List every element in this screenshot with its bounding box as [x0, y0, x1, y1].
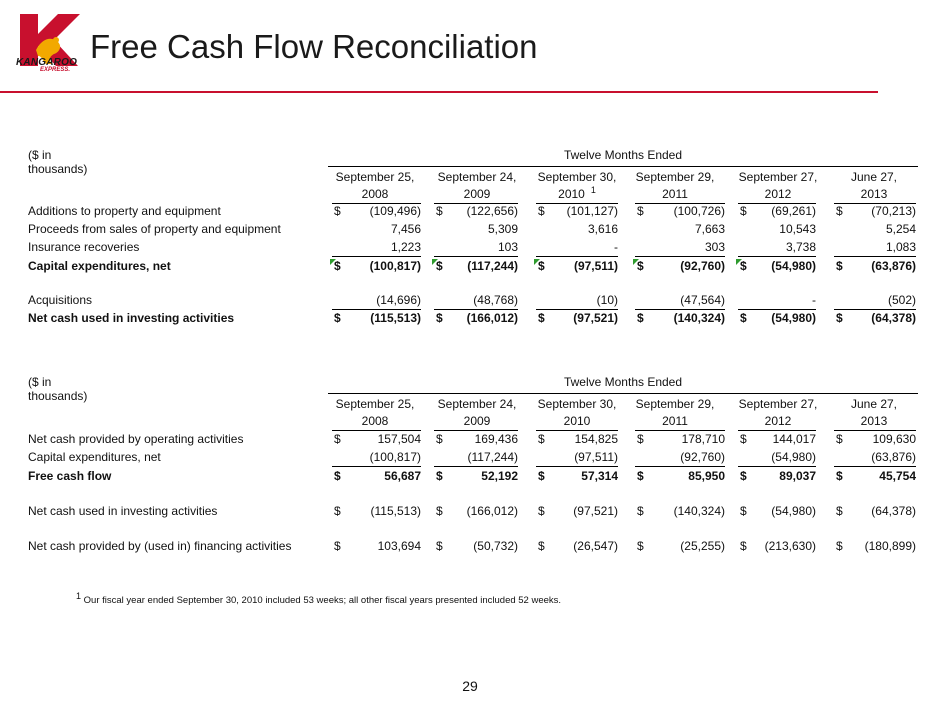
- currency-symbol: $: [740, 204, 747, 218]
- value-cell: [834, 448, 916, 466]
- currency-symbol: $: [740, 539, 747, 553]
- value-cell: [536, 537, 618, 555]
- value-cell: [434, 430, 518, 448]
- value-cell: [434, 220, 518, 238]
- column-header-date: September 25,: [335, 397, 415, 411]
- cell-value: (97,511): [573, 259, 618, 273]
- currency-symbol: $: [836, 432, 843, 446]
- table-row: [28, 502, 918, 520]
- value-cell: [738, 220, 816, 238]
- column-header-year-text: 2013: [860, 414, 888, 428]
- cell-value: (54,980): [771, 259, 816, 273]
- logo-wordmark-sub: EXPRESS.: [40, 67, 71, 73]
- currency-symbol: $: [538, 259, 545, 273]
- row-label: Net cash used in investing activities: [28, 504, 218, 518]
- column-header-date: September 24,: [437, 170, 517, 184]
- cell-value: 7,663: [694, 222, 725, 236]
- value-cell: [332, 537, 421, 555]
- logo-wordmark: KANGAROO: [16, 57, 78, 68]
- column-header-year-text: 2013: [860, 187, 888, 201]
- cell-value: (50,732): [473, 539, 518, 553]
- currency-symbol: $: [334, 259, 341, 273]
- cell-value: (26,547): [573, 539, 618, 553]
- currency-symbol: $: [740, 259, 747, 273]
- currency-symbol: $: [334, 504, 341, 518]
- cell-value: (97,521): [573, 504, 618, 518]
- cell-value: (100,726): [673, 204, 725, 218]
- value-cell: [635, 537, 725, 555]
- cell-value: 85,950: [688, 469, 725, 483]
- row-label: Net cash used in investing activities: [28, 311, 235, 325]
- row-label: Net cash provided by operating activities: [28, 432, 244, 446]
- currency-symbol: $: [334, 539, 341, 553]
- value-cell: [434, 309, 518, 327]
- cell-value: 56,687: [384, 469, 421, 483]
- cell-value: 109,630: [872, 432, 916, 446]
- cell-value: (69,261): [771, 204, 816, 218]
- row-label: Capital expenditures, net: [28, 450, 161, 464]
- currency-symbol: $: [334, 204, 341, 218]
- column-header-year-text: 2008: [361, 187, 389, 201]
- cell-value: (97,511): [574, 450, 618, 464]
- currency-symbol: $: [436, 469, 443, 483]
- value-cell: [834, 502, 916, 520]
- cell-value: -: [812, 293, 816, 307]
- value-cell: [738, 309, 816, 327]
- value-cell: [434, 448, 518, 466]
- cell-value: 303: [704, 240, 725, 254]
- cell-value: 3,616: [587, 222, 618, 236]
- column-header-date: September 29,: [635, 170, 715, 184]
- title-divider: [0, 91, 878, 93]
- row-label: Free cash flow: [28, 469, 112, 483]
- table-row: [28, 467, 918, 485]
- value-cell: [635, 220, 725, 238]
- currency-symbol: $: [637, 259, 644, 273]
- cell-value: 1,223: [390, 240, 421, 254]
- value-cell: [434, 238, 518, 256]
- page-number: 29: [462, 678, 478, 694]
- currency-symbol: $: [836, 204, 843, 218]
- currency-symbol: $: [538, 432, 545, 446]
- row-label: Proceeds from sales of property and equipment: [28, 222, 281, 236]
- cell-value: 103,694: [377, 539, 421, 553]
- value-cell: [738, 202, 816, 220]
- table-row: [28, 220, 918, 238]
- currency-symbol: $: [836, 504, 843, 518]
- cell-value: 10,543: [779, 222, 816, 236]
- column-header-year: [814, 412, 934, 430]
- currency-symbol: $: [538, 311, 545, 325]
- column-header-year-text: 2011: [662, 414, 688, 428]
- currency-symbol: $: [436, 311, 443, 325]
- error-indicator-icon: [534, 259, 540, 265]
- value-cell: [434, 467, 518, 485]
- cell-value: (140,324): [673, 311, 725, 325]
- table-row: [28, 537, 918, 555]
- column-header-year-text: 2009: [463, 414, 491, 428]
- value-cell: [332, 467, 421, 485]
- value-cell: [536, 467, 618, 485]
- value-cell: [635, 448, 725, 466]
- error-indicator-icon: [633, 259, 639, 265]
- value-cell: [635, 202, 725, 220]
- value-cell: [834, 430, 916, 448]
- column-header-year-text: 2008: [361, 414, 389, 428]
- cell-value: (54,980): [771, 504, 816, 518]
- cell-value: 7,456: [390, 222, 421, 236]
- column-header-year-text: 2009: [463, 187, 491, 201]
- column-header-year-text: 2012: [764, 187, 792, 201]
- value-cell: [434, 257, 518, 275]
- cell-value: (92,760): [680, 450, 725, 464]
- value-cell: [635, 309, 725, 327]
- column-header-date: September 27,: [738, 397, 818, 411]
- cell-value: (63,876): [871, 450, 916, 464]
- cell-value: 45,754: [879, 469, 916, 483]
- currency-symbol: $: [740, 432, 747, 446]
- value-cell: [536, 257, 618, 275]
- group-header-rule: [328, 166, 918, 167]
- value-cell: [635, 238, 725, 256]
- footnote: [76, 590, 562, 606]
- cell-value: (166,012): [466, 504, 518, 518]
- cell-value: (47,564): [680, 293, 725, 307]
- cell-value: (100,817): [369, 259, 421, 273]
- cell-value: (100,817): [369, 450, 421, 464]
- value-cell: [536, 309, 618, 327]
- currency-symbol: $: [740, 469, 747, 483]
- cell-value: (166,012): [466, 311, 518, 325]
- row-label: Net cash provided by (used in) financing activities: [28, 539, 292, 553]
- currency-symbol: $: [538, 539, 545, 553]
- value-cell: [635, 502, 725, 520]
- error-indicator-icon: [330, 259, 336, 265]
- footnote-marker: 1: [76, 590, 82, 601]
- value-cell: [434, 537, 518, 555]
- cell-value: 178,710: [681, 432, 725, 446]
- currency-symbol: $: [637, 504, 644, 518]
- value-cell: [332, 257, 421, 275]
- cell-value: 52,192: [481, 469, 518, 483]
- currency-symbol: $: [538, 504, 545, 518]
- value-cell: [834, 309, 916, 327]
- currency-symbol: $: [538, 469, 545, 483]
- value-cell: [738, 430, 816, 448]
- value-cell: [738, 448, 816, 466]
- table-row: [28, 430, 918, 448]
- currency-symbol: $: [836, 539, 843, 553]
- column-header-year-text: 2011: [662, 187, 688, 201]
- column-header-year-text: 2010: [563, 414, 591, 428]
- currency-symbol: $: [436, 204, 443, 218]
- value-cell: [738, 502, 816, 520]
- cell-value: (117,244): [467, 450, 518, 464]
- cell-value: (180,899): [864, 539, 916, 553]
- cell-value: (63,876): [871, 259, 916, 273]
- cell-value: 144,017: [772, 432, 816, 446]
- value-cell: [536, 238, 618, 256]
- cell-value: 5,309: [487, 222, 518, 236]
- cell-value: 169,436: [474, 432, 518, 446]
- value-cell: [738, 291, 816, 309]
- group-header: Twelve Months Ended: [563, 148, 683, 162]
- value-cell: [434, 202, 518, 220]
- value-cell: [834, 220, 916, 238]
- cell-value: (54,980): [771, 311, 816, 325]
- currency-symbol: $: [436, 539, 443, 553]
- unit-label: ($ in thousands): [28, 148, 88, 176]
- column-header-year: [814, 185, 934, 203]
- value-cell: [332, 220, 421, 238]
- cell-value: (10): [596, 293, 618, 307]
- value-cell: [738, 257, 816, 275]
- cell-value: 1,083: [885, 240, 916, 254]
- column-header-date: September 25,: [335, 170, 415, 184]
- cell-value: (117,244): [467, 259, 518, 273]
- group-header: Twelve Months Ended: [563, 375, 683, 389]
- column-header-date: June 27,: [850, 170, 898, 184]
- currency-symbol: $: [436, 259, 443, 273]
- value-cell: [332, 309, 421, 327]
- row-label: Additions to property and equipment: [28, 204, 221, 218]
- value-cell: [536, 502, 618, 520]
- cell-value: (101,127): [566, 204, 618, 218]
- value-cell: [635, 291, 725, 309]
- cell-value: (92,760): [680, 259, 725, 273]
- value-cell: [834, 257, 916, 275]
- cell-value: (115,513): [370, 504, 421, 518]
- error-indicator-icon: [432, 259, 438, 265]
- value-cell: [738, 537, 816, 555]
- cell-value: (140,324): [673, 504, 725, 518]
- value-cell: [434, 502, 518, 520]
- value-cell: [332, 202, 421, 220]
- row-label: Insurance recoveries: [28, 240, 140, 254]
- column-header-date: June 27,: [850, 397, 898, 411]
- currency-symbol: $: [436, 432, 443, 446]
- table-row: [28, 202, 918, 220]
- cell-value: (115,513): [370, 311, 421, 325]
- cell-value: (14,696): [376, 293, 421, 307]
- value-cell: [834, 291, 916, 309]
- table-row: [28, 448, 918, 466]
- error-indicator-icon: [736, 259, 742, 265]
- column-header-date: September 30,: [537, 397, 617, 411]
- currency-symbol: $: [334, 469, 341, 483]
- value-cell: [332, 238, 421, 256]
- currency-symbol: $: [637, 469, 644, 483]
- value-cell: [536, 291, 618, 309]
- column-header-date: September 24,: [437, 397, 517, 411]
- value-cell: [536, 220, 618, 238]
- value-cell: [635, 467, 725, 485]
- currency-symbol: $: [836, 259, 843, 273]
- value-cell: [834, 238, 916, 256]
- cell-value: 154,825: [574, 432, 618, 446]
- value-cell: [738, 467, 816, 485]
- currency-symbol: $: [740, 311, 747, 325]
- table-row: [28, 238, 918, 256]
- cell-value: (213,630): [764, 539, 816, 553]
- cell-value: 157,504: [377, 432, 421, 446]
- value-cell: [536, 202, 618, 220]
- cell-value: 5,254: [885, 222, 916, 236]
- cell-value: (97,521): [573, 311, 618, 325]
- cell-value: (25,255): [680, 539, 725, 553]
- column-header-year: [615, 412, 735, 430]
- currency-symbol: $: [740, 504, 747, 518]
- value-cell: [332, 448, 421, 466]
- currency-symbol: $: [334, 311, 341, 325]
- currency-symbol: $: [538, 204, 545, 218]
- cell-value: (70,213): [871, 204, 916, 218]
- cell-value: 89,037: [779, 469, 816, 483]
- cell-value: (48,768): [473, 293, 518, 307]
- cell-value: (54,980): [771, 450, 816, 464]
- value-cell: [536, 448, 618, 466]
- cell-value: (109,496): [369, 204, 421, 218]
- cell-value: (64,378): [871, 504, 916, 518]
- column-header-superscript: 1: [590, 185, 596, 195]
- currency-symbol: $: [637, 311, 644, 325]
- column-header-date: September 30,: [537, 170, 617, 184]
- value-cell: [834, 202, 916, 220]
- slide-title: Free Cash Flow Reconciliation: [90, 28, 538, 65]
- cell-value: (502): [887, 293, 916, 307]
- row-label: Capital expenditures, net: [28, 259, 171, 273]
- currency-symbol: $: [637, 432, 644, 446]
- footnote-text: Our fiscal year ended September 30, 2010 included 53 weeks; all other fiscal years presented included 52 weeks.: [83, 595, 562, 606]
- currency-symbol: $: [836, 469, 843, 483]
- unit-label: ($ in thousands): [28, 375, 88, 403]
- value-cell: [834, 467, 916, 485]
- currency-symbol: $: [637, 204, 644, 218]
- value-cell: [434, 291, 518, 309]
- currency-symbol: $: [436, 504, 443, 518]
- table-row: [28, 257, 918, 275]
- column-header-year-text: 2010: [558, 187, 585, 201]
- column-header-year: [615, 185, 735, 203]
- value-cell: [332, 502, 421, 520]
- currency-symbol: $: [637, 539, 644, 553]
- currency-symbol: $: [836, 311, 843, 325]
- currency-symbol: $: [334, 432, 341, 446]
- column-header-date: September 29,: [635, 397, 715, 411]
- cell-value: (122,656): [466, 204, 518, 218]
- cell-value: 3,738: [785, 240, 816, 254]
- cell-value: (64,378): [871, 311, 916, 325]
- column-header-year-text: 2012: [764, 414, 792, 428]
- column-header-date: September 27,: [738, 170, 818, 184]
- table-row: [28, 291, 918, 309]
- row-label: Acquisitions: [28, 293, 93, 307]
- value-cell: [536, 430, 618, 448]
- value-cell: [332, 291, 421, 309]
- cell-value: 57,314: [581, 469, 618, 483]
- value-cell: [332, 430, 421, 448]
- cell-value: 103: [497, 240, 518, 254]
- value-cell: [635, 257, 725, 275]
- value-cell: [834, 537, 916, 555]
- group-header-rule: [328, 393, 918, 394]
- cell-value: -: [614, 240, 618, 254]
- table-row: [28, 309, 918, 327]
- value-cell: [635, 430, 725, 448]
- value-cell: [738, 238, 816, 256]
